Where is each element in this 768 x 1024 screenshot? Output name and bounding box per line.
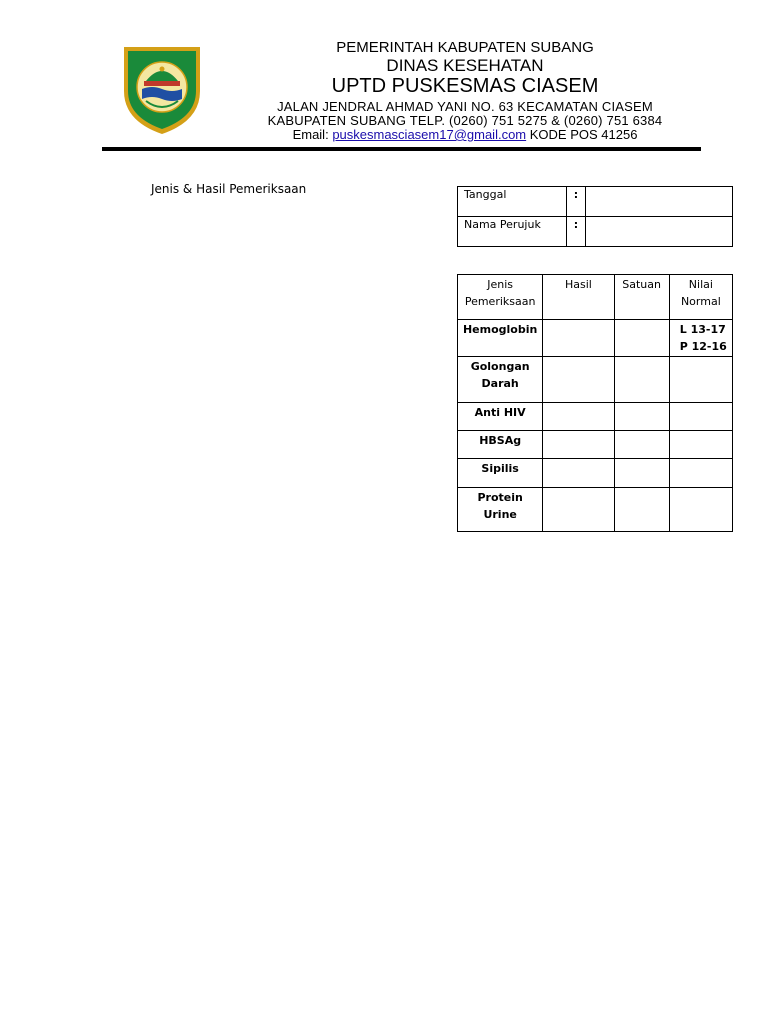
hasil-cell[interactable] xyxy=(543,488,614,532)
satuan-cell[interactable] xyxy=(614,320,669,357)
satuan-cell[interactable] xyxy=(614,403,669,431)
separator: : xyxy=(567,217,586,247)
header-hasil: Hasil xyxy=(543,275,614,320)
section-title: Jenis & Hasil Pemeriksaan xyxy=(151,182,307,196)
label-nama-perujuk: Nama Perujuk xyxy=(458,217,567,247)
hasil-cell[interactable] xyxy=(543,403,614,431)
satuan-cell[interactable] xyxy=(614,357,669,403)
header-satuan: Satuan xyxy=(614,275,669,320)
letterhead-divider xyxy=(102,147,701,151)
department-name: DINAS KESEHATAN xyxy=(386,56,544,75)
institution-name: UPTD PUSKESMAS CIASEM xyxy=(331,75,599,97)
header-nilai-normal: Nilai Normal xyxy=(669,275,732,320)
nilai-line: P 12-16 xyxy=(679,340,727,353)
nilai-cell xyxy=(669,459,732,488)
hasil-cell[interactable] xyxy=(543,459,614,488)
nilai-line: L 13-17 xyxy=(679,323,726,336)
jenis-cell: Hemoglobin xyxy=(458,320,543,357)
email-label: Email: xyxy=(292,127,329,142)
table-row xyxy=(458,320,733,357)
results-table xyxy=(457,274,733,532)
satuan-cell[interactable] xyxy=(614,488,669,532)
table-row xyxy=(458,217,733,247)
hasil-cell[interactable] xyxy=(543,431,614,459)
nilai-cell xyxy=(669,431,732,459)
nilai-cell xyxy=(669,320,732,357)
kabupaten-subang-logo-icon xyxy=(120,41,204,137)
jenis-cell: HBSAg xyxy=(458,431,543,459)
label-tanggal: Tanggal xyxy=(458,187,567,217)
address-line: JALAN JENDRAL AHMAD YANI NO. 63 KECAMATAN CIASEM xyxy=(277,99,653,114)
phone-line: KABUPATEN SUBANG TELP. (0260) 751 5275 & (0260) 751 6384 xyxy=(267,113,663,128)
nilai-cell xyxy=(669,403,732,431)
separator: : xyxy=(567,187,586,217)
jenis-cell: Sipilis xyxy=(458,459,543,488)
table-row xyxy=(458,459,733,488)
satuan-cell[interactable] xyxy=(614,431,669,459)
nama-perujuk-value[interactable] xyxy=(586,217,733,247)
hasil-cell[interactable] xyxy=(543,320,614,357)
postal-code: KODE POS 41256 xyxy=(529,127,638,142)
jenis-cell: Golongan Darah xyxy=(458,357,543,403)
government-name: PEMERINTAH KABUPATEN SUBANG xyxy=(336,39,594,56)
nilai-cell xyxy=(669,357,732,403)
tanggal-value[interactable] xyxy=(586,187,733,217)
table-row xyxy=(458,357,733,403)
table-row xyxy=(458,488,733,532)
satuan-cell[interactable] xyxy=(614,459,669,488)
table-row xyxy=(458,403,733,431)
jenis-cell: Anti HIV xyxy=(458,403,543,431)
table-header-row xyxy=(458,275,733,320)
hasil-cell[interactable] xyxy=(543,357,614,403)
header-jenis: Jenis Pemeriksaan xyxy=(458,275,543,320)
email-link[interactable]: puskesmasciasem17@gmail.com xyxy=(332,127,527,142)
table-row xyxy=(458,431,733,459)
table-row xyxy=(458,187,733,217)
jenis-cell: Protein Urine xyxy=(458,488,543,532)
letterhead xyxy=(215,38,715,141)
nilai-cell xyxy=(669,488,732,532)
info-table xyxy=(457,186,733,247)
email-line xyxy=(215,128,715,141)
